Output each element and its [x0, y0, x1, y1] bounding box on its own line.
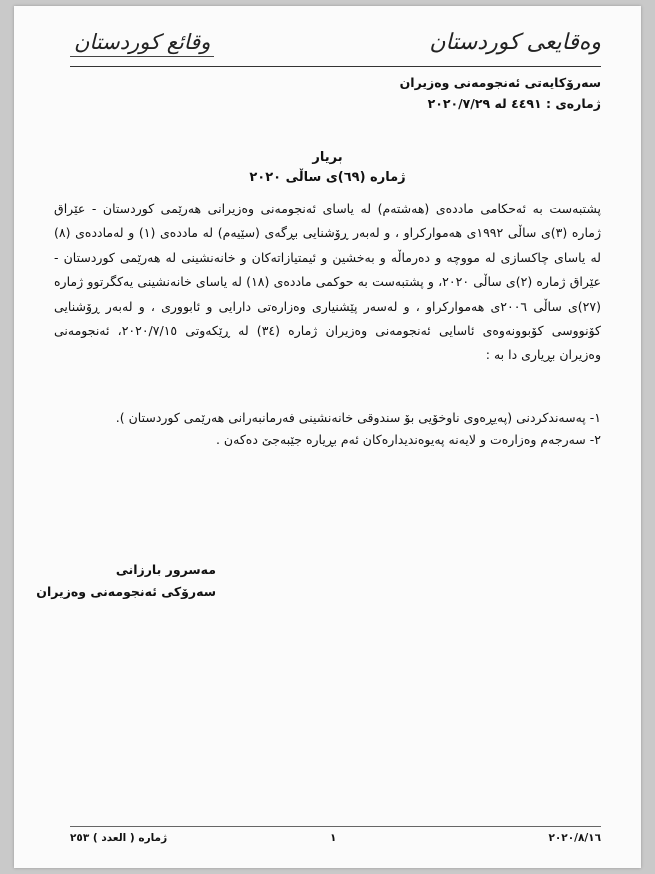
decree-body: پشتبەست بە ئەحکامی ماددەی (هەشتەم) لە یاسای ئەنجومەنی وەزیرانی هەرێمی کوردستان - عێراق ژمارە (٣)ی ساڵی ١٩٩٢ی هەموارکراو ، و لەبەر ڕۆشنایی بڕگەی (سێیەم) لە ماددەی (١) و لەماددەی (٨) لە یاسای چاکسازی لە مووچە و دەرماڵە و بەخشین و ئیمتیازاتەکان و خانەنشینی لە هەرێمی کوردستان - عێراق ژمارە (٢)ی ساڵی ٢٠٢٠، و پشتبەست بە حوکمی ماددەی (١٨) لە یاسای خانەنشینی یەکگرتوو ژمارە (٢٧)ی ساڵی ٢٠٠٦ی هەموارکراو ، و لەسەر پێشنیاری وەزارەتی دارایی و ئابووری ، و لەبەر ڕۆشنایی کۆنووسی کۆبوونەوەی ئاسایی ئەنجومەنی وەزیران ژمارە (٣٤) لە ڕێکەوتی ٢٠٢٠/٧/١٥، ئەنجومەنی وەزیران بڕیاری دا بە :	[54, 201, 602, 363]
council-name: سەرۆکایەتی ئەنجومەنی وەزیران	[399, 75, 601, 90]
decree-items	[54, 407, 601, 451]
journal-title: وەقایعی کوردستان	[429, 30, 601, 55]
page-number: ١	[330, 832, 337, 844]
issue-date: ٢٠٢٠/٨/١٦	[548, 832, 601, 844]
decree-heading	[14, 148, 641, 188]
signatory-name: مەسرور بارزانی	[115, 562, 216, 577]
list-item: ١- پەسەندکردنی (پەیڕەوی ناوخۆیی بۆ سندوقی خانەنشینی فەرمانبەرانی هەرێمی کوردستان ).	[115, 410, 601, 425]
signature-block	[36, 559, 216, 603]
footer-divider	[70, 826, 601, 827]
issue-number: ژمارە ( العدد ) ٢٥٣	[70, 832, 168, 844]
document-page	[14, 6, 641, 868]
signatory-role: سەرۆکی ئەنجومەنی وەزیران	[36, 584, 216, 599]
journal-calligraphy-logo: وقائع كوردستان	[70, 30, 214, 57]
page-footer	[70, 832, 601, 848]
header-divider	[70, 66, 601, 67]
issuer-block	[400, 72, 601, 114]
decree-title: بریار	[312, 150, 343, 165]
reference-number: ژمارەی : ٤٤٩١ لە ٢٠٢٠/٧/٢٩	[427, 96, 601, 111]
list-item: ٢- سەرجەم وەزارەت و لایەنە پەیوەندیدارەکان ئەم بڕیارە جێبەجێ دەکەن .	[215, 432, 601, 447]
decree-number: ژمارە (٦٩)ی ساڵی ٢٠٢٠	[249, 170, 406, 185]
